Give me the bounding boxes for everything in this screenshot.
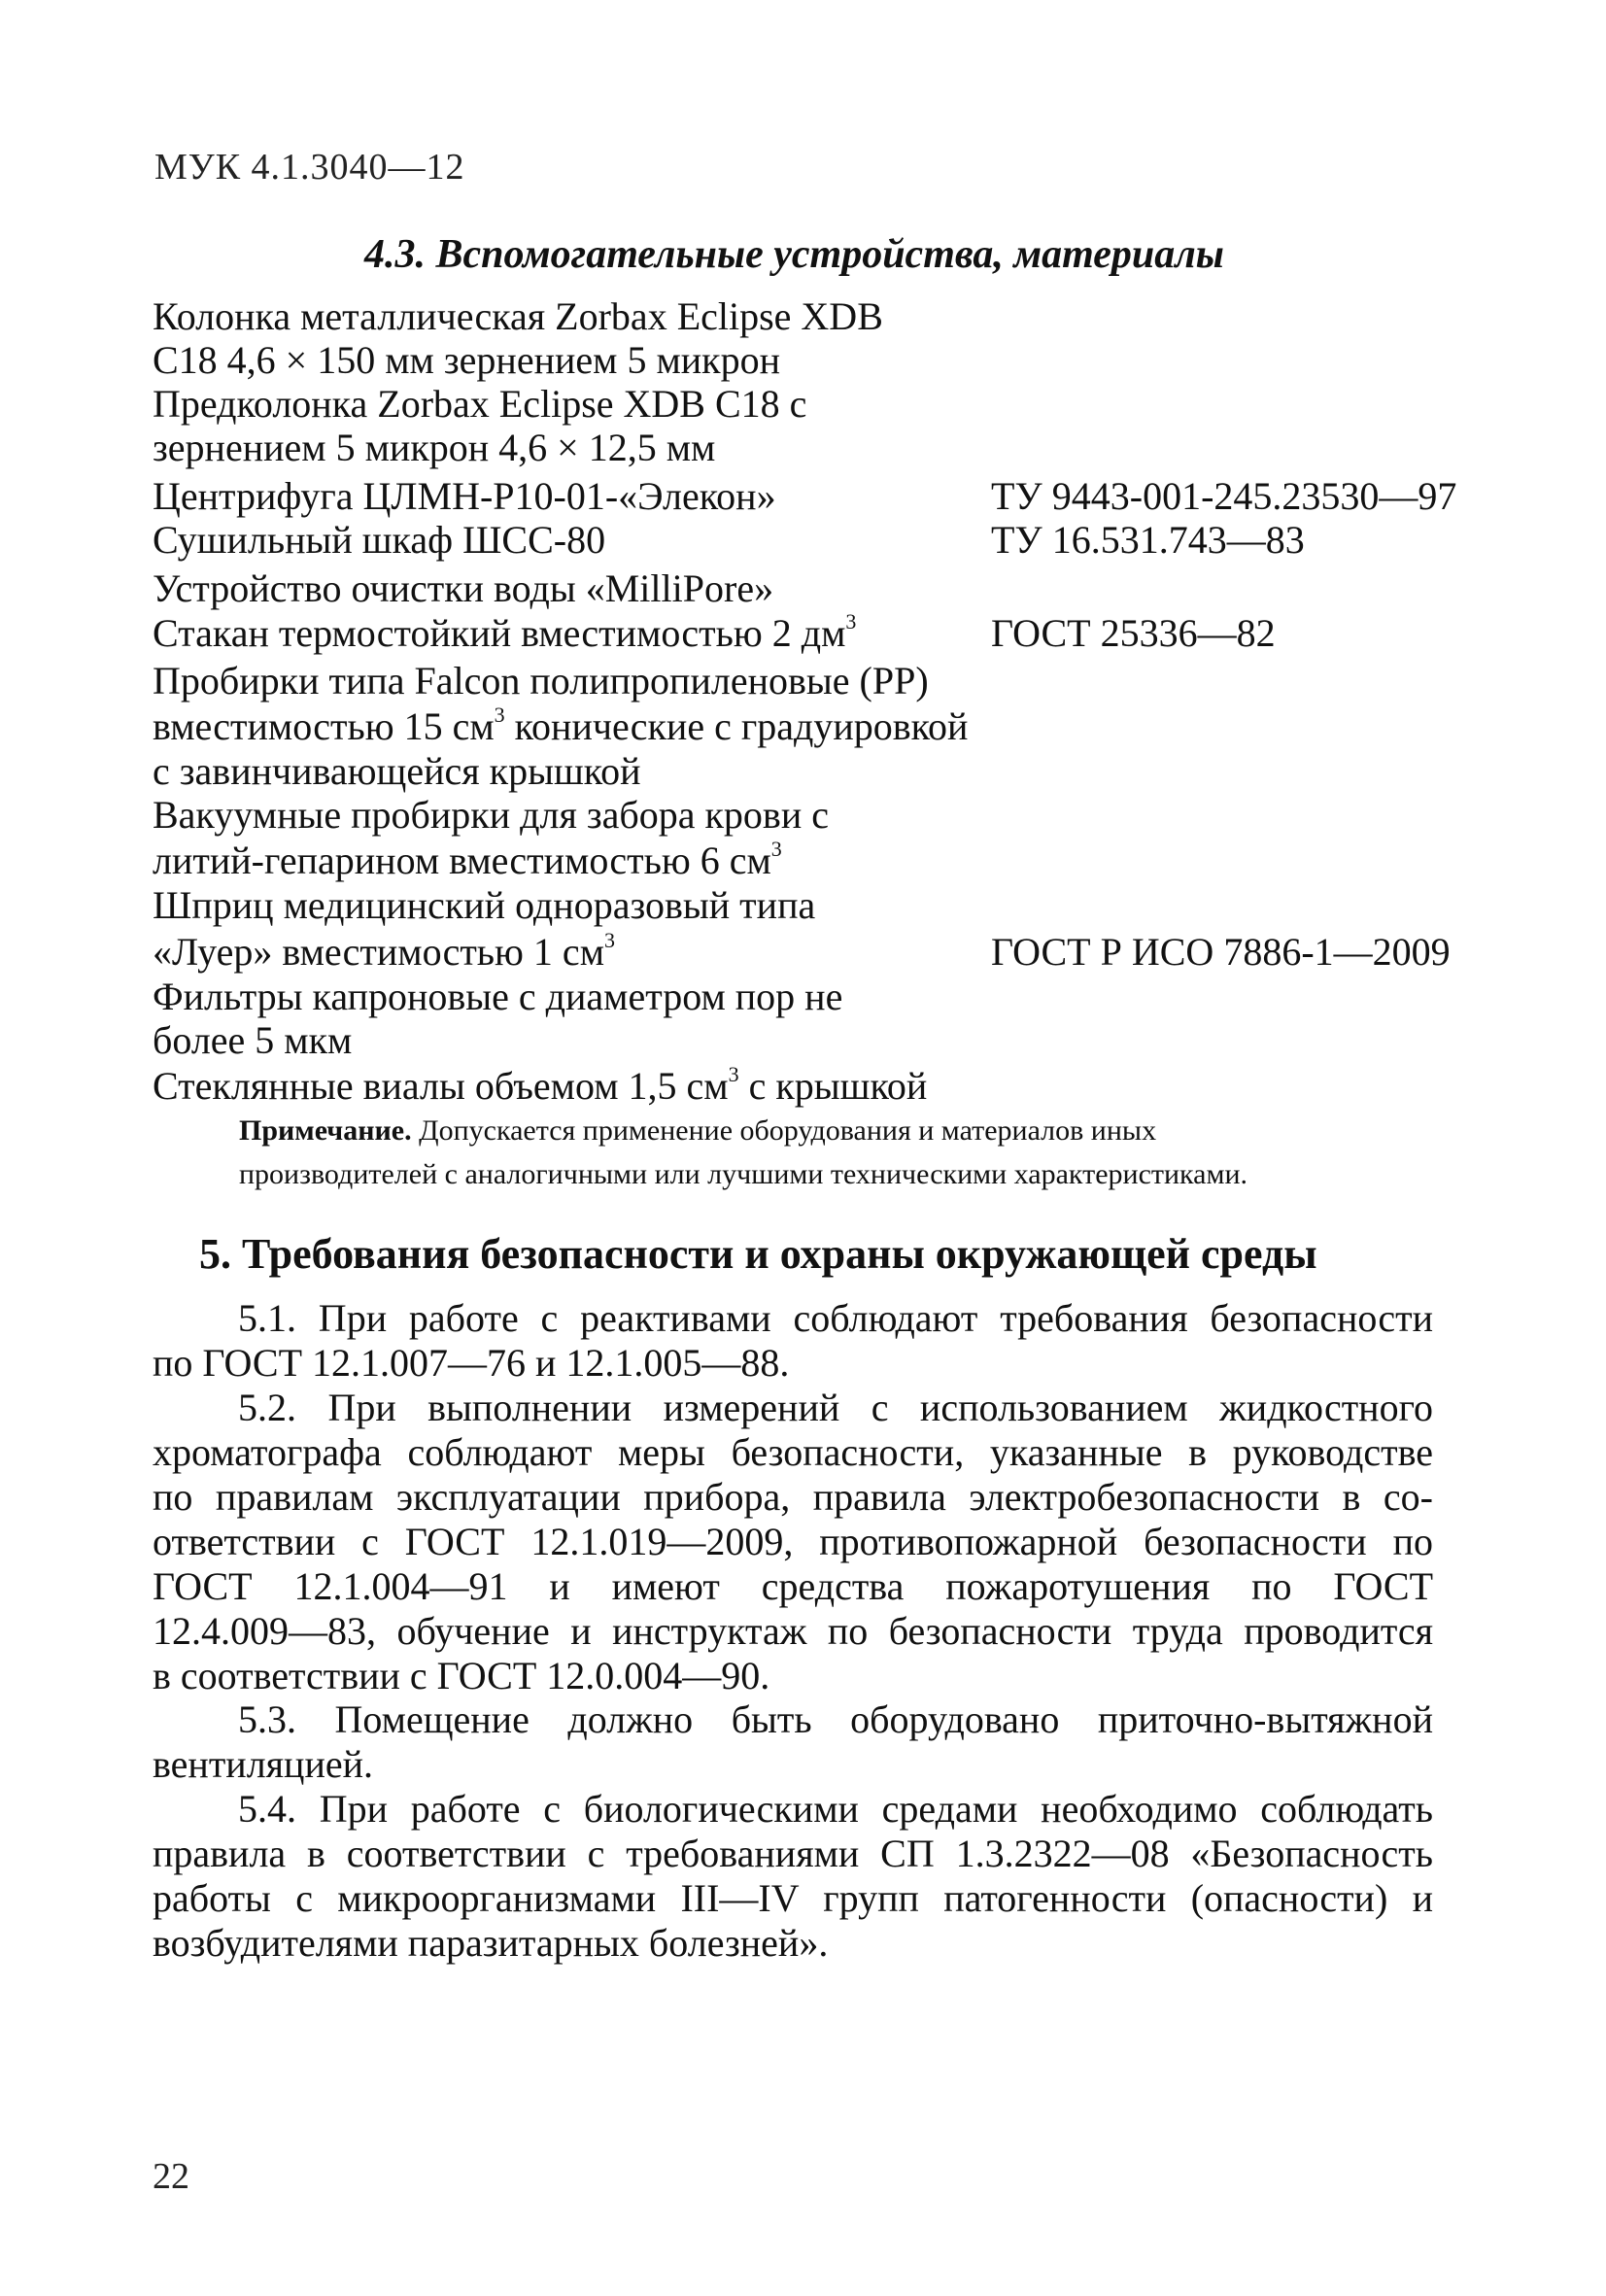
equipment-item-line: Пробирки типа Falcon полипропиленовые (РР) [153, 659, 929, 703]
paragraph-line: по правилам эксплуатации прибора, правила электробезопасности в со- [153, 1475, 1433, 1519]
equipment-standard: ГОСТ 25336—82 [991, 611, 1276, 655]
paragraph-line: в соответствии с ГОСТ 12.0.004—90. [153, 1654, 770, 1697]
equipment-standard: ТУ 9443-001-245.23530—97 [991, 474, 1457, 518]
paragraph-line: по ГОСТ 12.1.007—76 и 12.1.005—88. [153, 1341, 790, 1385]
superscript: 3 [494, 703, 505, 728]
section-title: 5. Требования безопасности и охраны окружающей среды [199, 1230, 1317, 1278]
equipment-item-line: более 5 мкм [153, 1018, 353, 1062]
page-number: 22 [153, 2156, 189, 2197]
equipment-item-line: зернением 5 микрон 4,6 × 12,5 мм [153, 426, 716, 469]
paragraph [153, 1386, 1433, 1698]
equipment-item-line: Стакан термостойкий вместимостью 2 $дм^3$ [153, 609, 857, 655]
paragraph-line: ответствии с ГОСТ 12.1.019—2009, противопожарной безопасности по [153, 1520, 1433, 1563]
superscript: 3 [770, 837, 782, 862]
equipment-item-line: «Луер» вместимостью 1 $см^3$ [153, 928, 615, 974]
paragraph [153, 1787, 1433, 1966]
paragraph-line: работы с микроорганизмами III—IV групп патогенности (опасности) и [153, 1876, 1433, 1920]
paragraph-line: 12.4.009—83, обучение и инструктаж по безопасности труда проводится [153, 1609, 1433, 1653]
paragraph-line: правила в соответствии с требованиями СП 1.3.2322—08 «Безопасность [153, 1832, 1433, 1875]
superscript: 3 [728, 1062, 739, 1087]
paragraph-line: хроматографа соблюдают меры безопасности, указанные в руководстве [153, 1430, 1433, 1474]
equipment-item-line: Центрифуга ЦЛМН-Р10-01-«Элекон» [153, 474, 776, 518]
equipment-item-line: вместимостью 15 $см^3$ конические с градуировкой [153, 703, 969, 748]
note-line: производителей с аналогичными или лучшими техническими характеристиками. [239, 1158, 1248, 1190]
document-header: МУК 4.1.3040—12 [154, 147, 465, 188]
note-label: Примечание. [239, 1114, 412, 1147]
equipment-item-line: Шприц медицинский одноразовый типа [153, 883, 816, 927]
paragraph-line: возбудителями паразитарных болезней». [153, 1921, 829, 1965]
paragraph [153, 1697, 1433, 1787]
paragraph-line: 5.1. При работе с реактивами соблюдают требования безопасности [238, 1296, 1433, 1340]
equipment-item-line: C18 4,6 × 150 мм зернением 5 микрон [153, 338, 781, 382]
note-block [239, 1109, 1429, 1196]
equipment-item-line: Сушильный шкаф ШСС-80 [153, 518, 606, 562]
equipment-standard: ТУ 16.531.743—83 [991, 518, 1305, 562]
equipment-item-line: Устройство очистки воды «MilliPore» [153, 566, 774, 610]
superscript: 3 [604, 928, 615, 953]
subsection-title: 4.3. Вспомогательные устройства, материалы [364, 232, 1224, 277]
paragraph-line: вентиляцией. [153, 1742, 374, 1786]
paragraph-line: ГОСТ 12.1.004—91 и имеют средства пожаротушения по ГОСТ [153, 1564, 1433, 1608]
equipment-item-line: Предколонка Zorbax Eclipse XDB C18 с [153, 382, 807, 426]
paragraph-line: 5.3. Помещение должно быть оборудовано приточно-вытяжной [238, 1697, 1433, 1741]
superscript: 3 [845, 609, 857, 634]
paragraph [153, 1296, 1433, 1386]
equipment-item-line: с завинчивающейся крышкой [153, 749, 641, 793]
note-line: Примечание. Допускается применение оборудования и материалов иных [239, 1114, 1157, 1147]
equipment-item-line: Вакуумные пробирки для забора крови с [153, 793, 829, 837]
paragraph-line: 5.2. При выполнении измерений с использованием жидкостного [238, 1386, 1433, 1429]
equipment-item-line: Фильтры капроновые с диаметром пор не [153, 975, 843, 1018]
equipment-standard: ГОСТ Р ИСО 7886-1—2009 [991, 930, 1451, 974]
equipment-item-line: Стеклянные виалы объемом 1,5 $см^3$ с крышкой [153, 1062, 928, 1108]
paragraph-line: 5.4. При работе с биологическими средами необходимо соблюдать [238, 1787, 1433, 1831]
equipment-item-line: Колонка металлическая Zorbax Eclipse XDB [153, 294, 883, 338]
equipment-item-line: литий-гепарином вместимостью 6 $см^3$ [153, 837, 782, 882]
